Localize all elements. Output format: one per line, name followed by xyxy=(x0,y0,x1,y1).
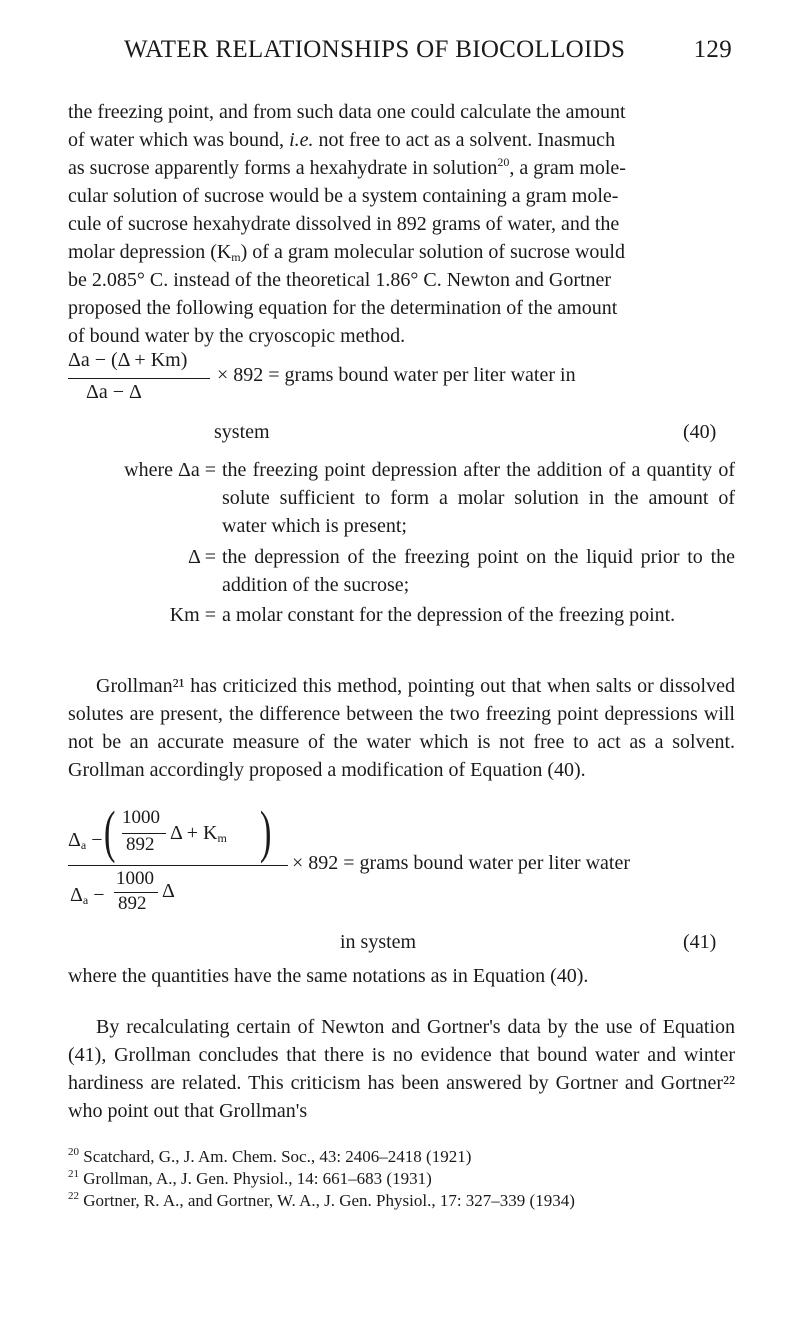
definition-item xyxy=(68,456,735,546)
definition-text: the freezing point depression after the addition of a quantity of solute sufficient to form a molar solution in the amount of water which is present; xyxy=(222,459,735,537)
definition-symbol: Δ = xyxy=(187,546,216,568)
paragraph-notation: where the quantities have the same notations as in Equation (40). xyxy=(68,965,589,987)
text-line: of water which was bound, i.e. not free to act as a solvent. Inasmuch xyxy=(68,129,616,151)
eq41-den-numerator: 1000 xyxy=(116,868,154,889)
text-line: cular solution of sucrose would be a system containing a gram mole- xyxy=(68,185,619,207)
eq41-den-delta-a-minus: $\Delta_a$ − xyxy=(70,884,105,907)
eq40-fraction-bar xyxy=(68,378,210,379)
definition-text: the depression of the freezing point on the liquid prior to the addition of the sucrose; xyxy=(222,546,735,596)
eq41-delta-a-minus: $\Delta_a$ − xyxy=(68,829,103,852)
definition-item xyxy=(68,543,735,603)
eq40-continuation: system xyxy=(214,421,270,443)
text-line: be 2.085° C. instead of the theoretical 1.86° C. Newton and Gortner xyxy=(68,269,612,291)
footnote-21: $^{21}$ Grollman, A., J. Gen. Physiol., 14: 661–683 (1931) xyxy=(68,1168,432,1188)
definition-item xyxy=(68,601,735,661)
text-line: cule of sucrose hexahydrate dissolved in 892 grams of water, and the xyxy=(68,213,620,235)
eq41-den-denominator: 892 xyxy=(118,893,147,914)
text-line: molar depression $(K_m)$ of a gram molecular solution of sucrose would xyxy=(68,241,625,264)
eq41-continuation: in system xyxy=(340,931,417,953)
paragraph-recalculation: By recalculating certain of Newton and Gortner's data by the use of Equation (41), Grollman concludes that there is no evidence that bound water and winter hardiness are related. This criticism has been answered by Gortner and Gortner²² who point out that Grollman's xyxy=(68,1016,735,1122)
definition-symbol: Km = xyxy=(169,604,216,626)
text-line: the freezing point, and from such data one could calculate the amount xyxy=(68,101,626,123)
eq41-left-paren: ( xyxy=(103,799,116,864)
footnote-ref-20[interactable]: 20 xyxy=(497,155,510,169)
eq41-inner-numerator: 1000 xyxy=(122,807,160,828)
eq41-rhs: × 892 = grams bound water per liter water xyxy=(292,852,631,874)
running-title: WATER RELATIONSHIPS OF BIOCOLLOIDS xyxy=(124,36,626,63)
text-line: as sucrose apparently forms a hexahydrate in solution$^{20}$, a gram mole- xyxy=(68,155,626,179)
eq40-label: (40) xyxy=(683,421,717,443)
eq41-main-fraction-bar xyxy=(68,865,288,866)
eq41-label: (41) xyxy=(683,931,717,953)
page-number: 129 xyxy=(693,36,732,63)
eq41-right-paren: ) xyxy=(259,799,272,864)
eq41-delta-plus-km: $\Delta + K_m$ xyxy=(170,822,227,845)
paragraph-grollman: Grollman²¹ has criticized this method, pointing out that when salts or dissolved solutes are present, the difference between the two freezing point depressions will not be an accurate measure of the water which is not free to act as a solvent. Grollman accordingly proposed a modification of Equation (40). xyxy=(68,675,735,781)
text-line: proposed the following equation for the determination of the amount xyxy=(68,297,618,319)
eq40-denominator: Δa − Δ xyxy=(86,381,142,403)
eq40-numerator: Δa − (Δ + Km) xyxy=(68,349,188,371)
running-header xyxy=(68,36,732,76)
paragraph-intro xyxy=(68,98,735,350)
definition-symbol: where Δa = xyxy=(124,459,216,481)
eq41-inner-denominator: 892 xyxy=(126,834,155,855)
eq41-den-delta: Δ xyxy=(162,880,175,902)
footnote-22: $^{22}$ Gortner, R. A., and Gortner, W. A., J. Gen. Physiol., 17: 327–339 (1934) xyxy=(68,1190,575,1210)
eq40-rhs: × 892 = grams bound water per liter water in xyxy=(217,364,576,386)
footnote-20: $^{20}$ Scatchard, G., J. Am. Chem. Soc., 43: 2406–2418 (1921) xyxy=(68,1146,472,1166)
definition-text: a molar constant for the depression of the freezing point. xyxy=(222,604,676,626)
text-line: of bound water by the cryoscopic method. xyxy=(68,325,406,347)
